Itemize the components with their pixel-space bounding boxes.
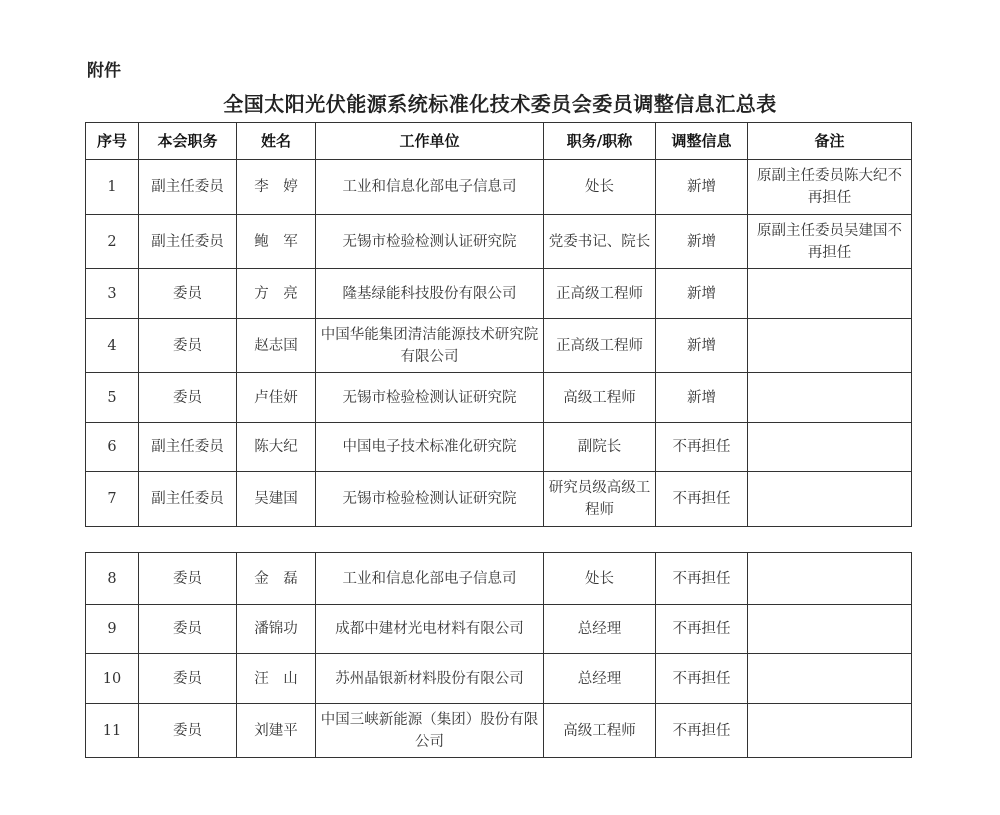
- cell-organization: 中国华能集团清洁能源技术研究院有限公司: [316, 319, 544, 373]
- cell-remarks: [748, 373, 912, 423]
- cell-remarks: [748, 472, 912, 527]
- cell-position: 副主任委员: [139, 472, 237, 527]
- cell-organization: 苏州晶银新材料股份有限公司: [316, 654, 544, 704]
- cell-adjustment: 不再担任: [656, 605, 748, 654]
- table-row: [86, 373, 912, 423]
- cell-position: 委员: [139, 654, 237, 704]
- cell-position: 委员: [139, 605, 237, 654]
- cell-name: 鲍 军: [237, 215, 316, 269]
- cell-index: 8: [86, 553, 139, 605]
- cell-adjustment: 不再担任: [656, 654, 748, 704]
- cell-organization: 成都中建材光电材料有限公司: [316, 605, 544, 654]
- cell-organization: 工业和信息化部电子信息司: [316, 553, 544, 605]
- cell-adjustment: 新增: [656, 319, 748, 373]
- cell-organization: 中国三峡新能源（集团）股份有限公司: [316, 704, 544, 758]
- cell-index: 11: [86, 704, 139, 758]
- cell-name: 汪 山: [237, 654, 316, 704]
- cell-index: 5: [86, 373, 139, 423]
- cell-name: 卢佳妍: [237, 373, 316, 423]
- cell-title: 高级工程师: [544, 373, 656, 423]
- header-index: 序号: [86, 123, 139, 160]
- table-row: [86, 605, 912, 654]
- header-organization: 工作单位: [316, 123, 544, 160]
- cell-title: 总经理: [544, 605, 656, 654]
- cell-position: 副主任委员: [139, 160, 237, 215]
- cell-title: 总经理: [544, 654, 656, 704]
- cell-index: 3: [86, 269, 139, 319]
- cell-remarks: [748, 269, 912, 319]
- cell-adjustment: 不再担任: [656, 704, 748, 758]
- cell-index: 4: [86, 319, 139, 373]
- cell-name: 陈大纪: [237, 423, 316, 472]
- header-position: 本会职务: [139, 123, 237, 160]
- page-title: 全国太阳光伏能源系统标准化技术委员会委员调整信息汇总表: [223, 92, 777, 116]
- cell-position: 委员: [139, 269, 237, 319]
- cell-organization: 工业和信息化部电子信息司: [316, 160, 544, 215]
- cell-title: 高级工程师: [544, 704, 656, 758]
- cell-position: 委员: [139, 553, 237, 605]
- header-title: 职务/职称: [544, 123, 656, 160]
- cell-position: 副主任委员: [139, 423, 237, 472]
- cell-index: 6: [86, 423, 139, 472]
- cell-name: 方 亮: [237, 269, 316, 319]
- table-row: [86, 423, 912, 472]
- cell-remarks: 原副主任委员陈大纪不再担任: [748, 160, 912, 215]
- cell-remarks: [748, 319, 912, 373]
- cell-index: 2: [86, 215, 139, 269]
- cell-remarks: [748, 654, 912, 704]
- cell-organization: 无锡市检验检测认证研究院: [316, 472, 544, 527]
- cell-remarks: [748, 553, 912, 605]
- cell-index: 9: [86, 605, 139, 654]
- summary-table-part-2: [85, 552, 912, 758]
- cell-organization: 无锡市检验检测认证研究院: [316, 215, 544, 269]
- cell-position: 副主任委员: [139, 215, 237, 269]
- cell-position: 委员: [139, 319, 237, 373]
- header-adjustment: 调整信息: [656, 123, 748, 160]
- cell-title: 副院长: [544, 423, 656, 472]
- cell-index: 10: [86, 654, 139, 704]
- cell-name: 金 磊: [237, 553, 316, 605]
- cell-adjustment: 新增: [656, 215, 748, 269]
- cell-adjustment: 新增: [656, 373, 748, 423]
- cell-name: 赵志国: [237, 319, 316, 373]
- cell-title: 党委书记、院长: [544, 215, 656, 269]
- cell-organization: 隆基绿能科技股份有限公司: [316, 269, 544, 319]
- cell-remarks: [748, 704, 912, 758]
- summary-table-part-1: [85, 122, 912, 527]
- cell-title: 处长: [544, 160, 656, 215]
- cell-index: 7: [86, 472, 139, 527]
- header-remarks: 备注: [748, 123, 912, 160]
- cell-adjustment: 新增: [656, 269, 748, 319]
- cell-remarks: [748, 423, 912, 472]
- cell-title: 研究员级高级工程师: [544, 472, 656, 527]
- cell-name: 刘建平: [237, 704, 316, 758]
- cell-position: 委员: [139, 373, 237, 423]
- cell-position: 委员: [139, 704, 237, 758]
- table-row: [86, 160, 912, 215]
- cell-title: 处长: [544, 553, 656, 605]
- cell-adjustment: 新增: [656, 160, 748, 215]
- cell-title: 正高级工程师: [544, 319, 656, 373]
- table-row: [86, 704, 912, 758]
- cell-title: 正高级工程师: [544, 269, 656, 319]
- cell-index: 1: [86, 160, 139, 215]
- cell-adjustment: 不再担任: [656, 553, 748, 605]
- attachment-label: 附件: [87, 61, 121, 81]
- cell-name: 吴建国: [237, 472, 316, 527]
- table-header-row: [86, 123, 912, 160]
- header-name: 姓名: [237, 123, 316, 160]
- cell-name: 李 婷: [237, 160, 316, 215]
- table-row: [86, 654, 912, 704]
- cell-adjustment: 不再担任: [656, 423, 748, 472]
- table-row: [86, 215, 912, 269]
- cell-organization: 中国电子技术标准化研究院: [316, 423, 544, 472]
- table-row: [86, 269, 912, 319]
- table-row: [86, 319, 912, 373]
- cell-remarks: 原副主任委员吴建国不再担任: [748, 215, 912, 269]
- cell-organization: 无锡市检验检测认证研究院: [316, 373, 544, 423]
- table-row: [86, 553, 912, 605]
- cell-remarks: [748, 605, 912, 654]
- cell-name: 潘锦功: [237, 605, 316, 654]
- table-row: [86, 472, 912, 527]
- cell-adjustment: 不再担任: [656, 472, 748, 527]
